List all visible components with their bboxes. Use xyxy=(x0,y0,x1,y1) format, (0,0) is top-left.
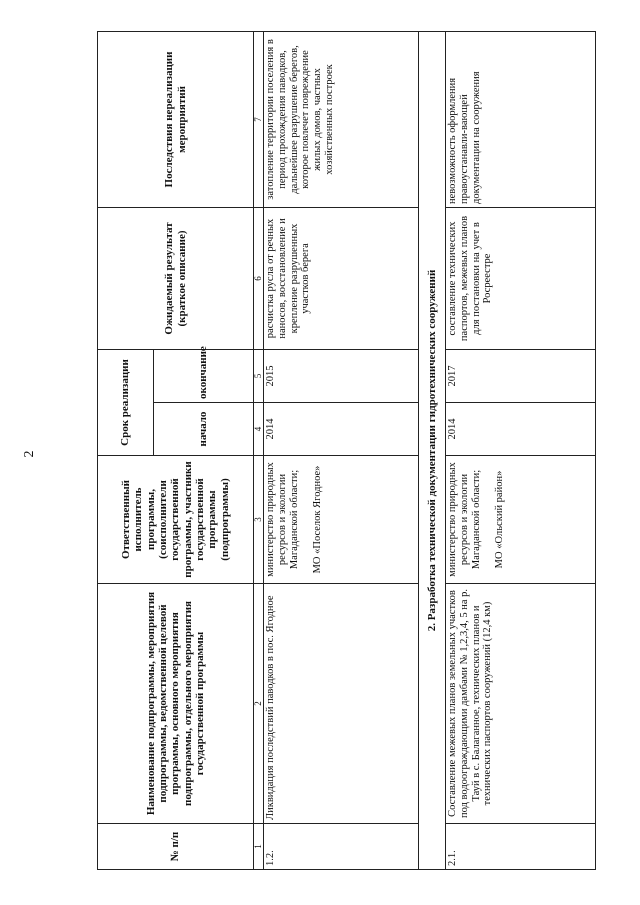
header-start: начало xyxy=(154,403,254,456)
row-name: Ликвидация последствий паводков в пос. Ягодное xyxy=(264,584,419,824)
header-responsible: Ответственный исполнитель программы, (соисполнители государственной программы, участники государственной программы (подпрограммы) xyxy=(98,456,254,584)
column-number-row xyxy=(254,31,264,869)
page-number: 2 xyxy=(22,450,37,458)
row-responsible-mo: МО «Поселок Ягодное» xyxy=(312,465,324,574)
row-responsible-ministry: министерство природных ресурсов и экологии Магаданской области; xyxy=(447,462,482,577)
column-number: 2 xyxy=(254,584,264,824)
header-result: Ожидаемый результат (краткое описание) xyxy=(98,207,254,349)
measures-table xyxy=(97,31,596,870)
row-responsible xyxy=(446,456,596,584)
row-num: 2.1. xyxy=(446,824,596,870)
column-number: 4 xyxy=(254,403,264,456)
row-result: расчистка русла от речных наносов, восстановление и крепление разрушенных участков берега xyxy=(264,207,419,349)
column-number: 1 xyxy=(254,824,264,870)
row-start: 2014 xyxy=(264,403,419,456)
row-consequences: невозможность оформления правоустанавли-вающей документации на сооружения xyxy=(446,31,596,207)
row-responsible-mo: МО «Ольский район» xyxy=(494,470,506,569)
section-row xyxy=(419,31,446,869)
header-row xyxy=(98,31,154,869)
header-term: Срок реализации xyxy=(98,349,154,455)
row-name: Составление межевых планов земельных участков под водоограждающими дамбами № 1,2,3,4, 5 на р. Тауй в с. Балаганное, технических планов и технических паспортов сооружений (12,4 км) xyxy=(446,584,596,824)
row-result: составление технических паспортов, межевых планов для постановки на учет в Росреестре xyxy=(446,207,596,349)
row-end: 2017 xyxy=(446,349,596,402)
column-number: 7 xyxy=(254,31,264,207)
row-responsible-ministry: министерство природных ресурсов и экологии Магаданской области; xyxy=(265,462,300,577)
row-consequences: затопление территории поселения в период прохождения паводков, дальнейшее разрушение берегов, которое повлечет повреждение жилых домов, частных хозяйственных построек xyxy=(264,31,419,207)
header-consequences: Последствия нереализации мероприятий xyxy=(98,31,254,207)
rotated-table-page xyxy=(97,32,612,870)
row-start: 2014 xyxy=(446,403,596,456)
header-num: № п/п xyxy=(98,824,254,870)
row-responsible xyxy=(264,456,419,584)
table-row xyxy=(446,31,596,869)
column-number: 5 xyxy=(254,349,264,402)
column-number: 3 xyxy=(254,456,264,584)
row-num: 1.2. xyxy=(264,824,419,870)
header-name: Наименование подпрограммы, мероприятия подпрограммы, ведомственной целевой программы, основного мероприятия подпрограммы, отдельного мероприятия государственной программы xyxy=(98,584,254,824)
section-title: 2. Разработка технической документации гидротехнических сооружений xyxy=(419,31,446,869)
table-row xyxy=(264,31,419,869)
column-number: 6 xyxy=(254,207,264,349)
row-end: 2015 xyxy=(264,349,419,402)
header-end: окончание xyxy=(154,349,254,402)
